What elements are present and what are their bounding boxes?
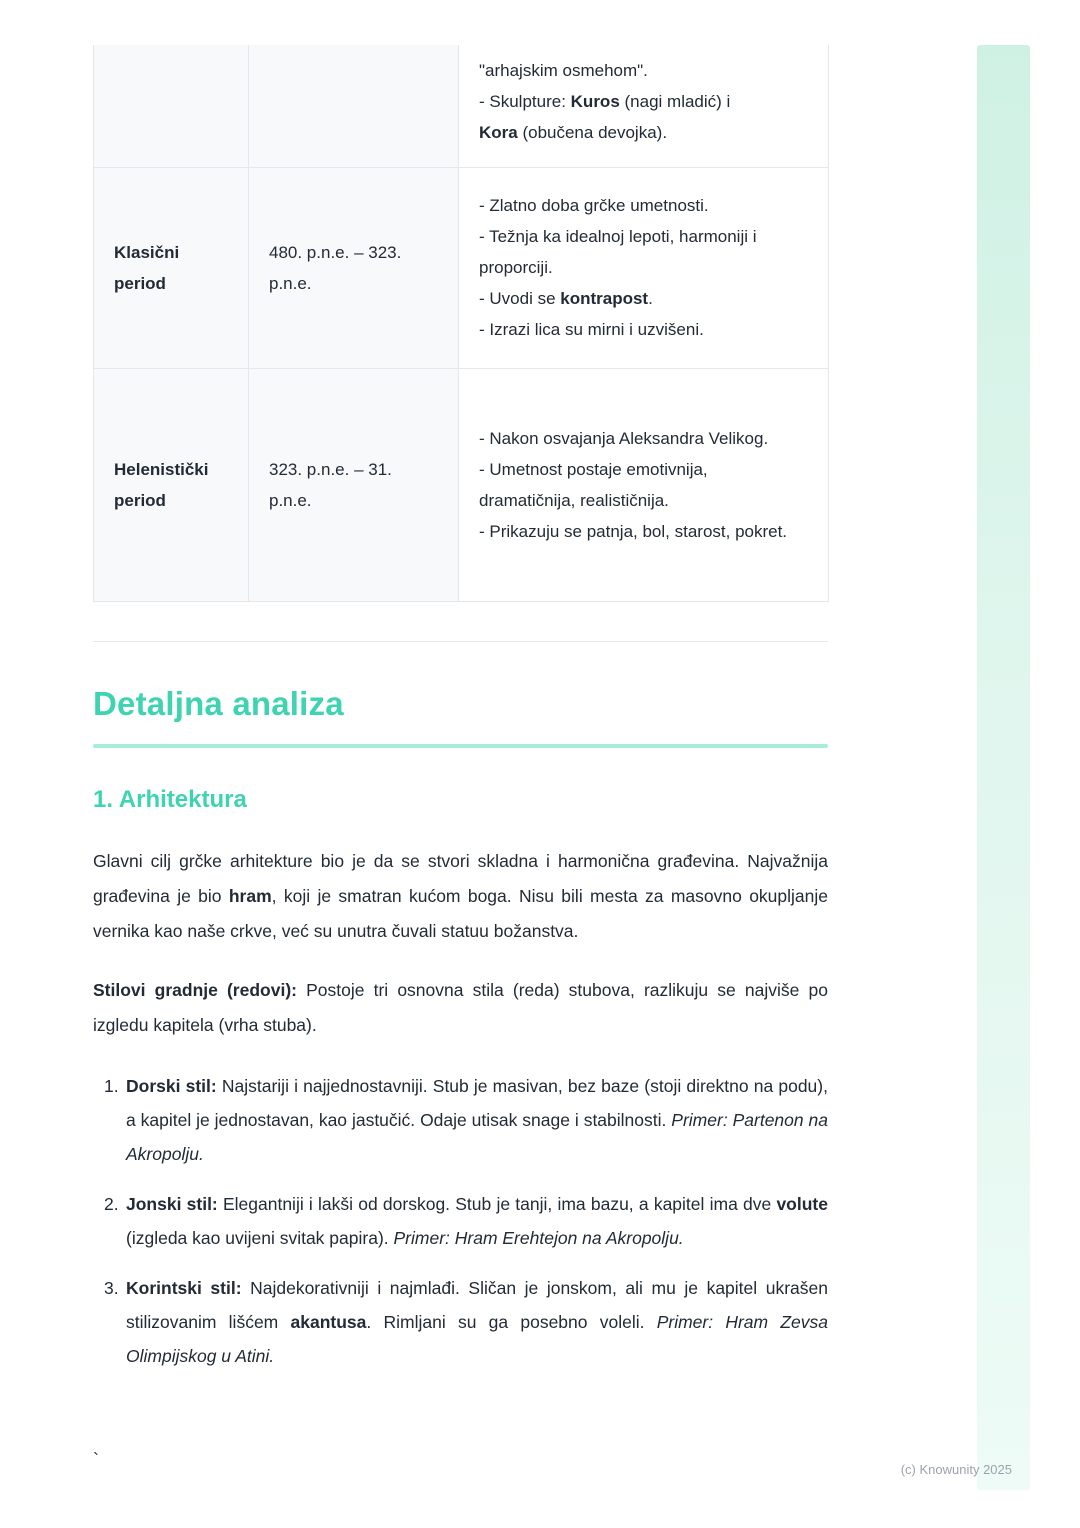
period-description-cell: - Zlatno doba grčke umetnosti. - Težnja ka idealnoj lepoti, harmoniji i proporciji. - Uvodi se kontrapost. - Izrazi lica su mirni i uzvišeni. <box>459 167 829 368</box>
list-number: 3. <box>104 1277 119 1298</box>
table-row-archaic <box>94 45 829 167</box>
list-item-ionic <box>104 1187 828 1255</box>
stray-backtick-character: ` <box>93 1450 99 1470</box>
column-styles-list <box>93 1069 828 1373</box>
list-item-text: Korintski stil: Najdekorativniji i najmlađi. Sličan je jonskom, ali mu je kapitel ukrašen stilizovanim lišćem akantusa. Rimljani su ga posebno voleli. Primer: Hram Zevsa Olimpijskog u Atini. <box>126 1277 829 1366</box>
periods-table <box>93 45 829 602</box>
table-row-hellenistic <box>94 368 829 601</box>
period-name-cell: Klasični period <box>94 167 249 368</box>
period-name-cell <box>94 45 249 167</box>
period-description-cell: "arhajskim osmehom". - Skulpture: Kuros (nagi mladić) i Kora (obučena devojka). <box>459 45 829 167</box>
list-number: 1. <box>104 1075 119 1096</box>
list-item-corinthian <box>104 1271 828 1373</box>
list-item-text: Dorski stil: Najstariji i najjednostavniji. Stub je masivan, bez baze (stoji direktno na podu), a kapitel je jednostavan, kao jastučić. Odaje utisak snage i stabilnosti. Primer: Partenon na Akropolju. <box>126 1075 828 1164</box>
page-content <box>93 0 828 1373</box>
building-styles-paragraph: Stilovi gradnje (redovi): Postoje tri osnovna stila (reda) stubova, razlikuju se najviše po izgledu kapitela (vrha stuba). <box>93 979 828 1035</box>
list-number: 2. <box>104 1193 119 1214</box>
table-row-classical <box>94 167 829 368</box>
period-description-cell: - Nakon osvajanja Aleksandra Velikog. - Umetnost postaje emotivnija, dramatičnija, realističnija. - Prikazuju se patnja, bol, starost, pokret. <box>459 368 829 601</box>
architecture-intro-paragraph: Glavni cilj grčke arhitekture bio je da se stvori skladna i harmonična građevina. Najvažnija građevina je bio hram, koji je smatran kućom boga. Nisu bili mesta za masovno okupljanje vernika kao naše crkve, već su unutra čuvali statuu božanstva. <box>93 850 829 941</box>
section-divider <box>93 641 828 642</box>
list-item-text: Jonski stil: Elegantniji i lakši od dorskog. Stub je tanji, ima bazu, a kapitel ima dve volute (izgleda kao uvijeni svitak papira). Primer: Hram Erehtejon na Akropolju. <box>126 1193 828 1248</box>
list-item-doric <box>104 1069 828 1171</box>
section-title: Detaljna analiza <box>93 684 344 722</box>
period-dates-cell: 480. p.n.e. – 323. p.n.e. <box>249 167 459 368</box>
decorative-side-stripe <box>977 45 1030 1490</box>
accent-underline <box>93 744 828 748</box>
copyright-footer: (c) Knowunity 2025 <box>900 1462 1012 1477</box>
period-dates-cell: 323. p.n.e. – 31. p.n.e. <box>249 368 459 601</box>
period-name-cell: Helenistički period <box>94 368 249 601</box>
period-dates-cell <box>249 45 459 167</box>
subsection-title: 1. Arhitektura <box>93 785 247 813</box>
